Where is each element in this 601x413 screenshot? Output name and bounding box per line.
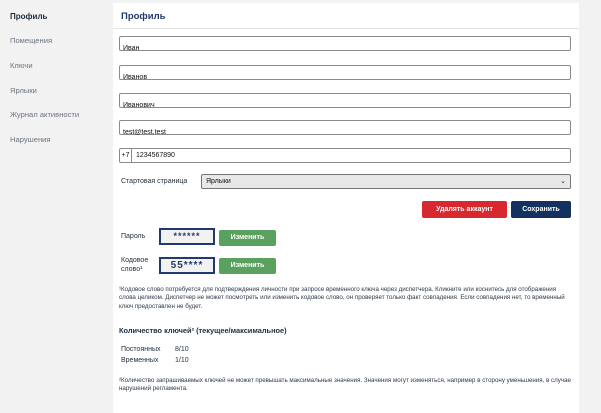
middle-name-field[interactable] — [119, 93, 571, 108]
temporary-keys-value: 1/10 — [175, 357, 189, 364]
keys-heading: Количество ключей² (текущее/максимальное) — [119, 326, 287, 335]
last-name-field[interactable] — [119, 65, 571, 80]
codeword-note: ¹Кодовое слово потребуется для подтверждения личности при запросе временного ключа через диспетчера. Кликните или коснитесь для отображения слова целиком. Диспетчер не может посмотреть или изменить кодовое слово, он проверяет только факт совпадения. Если совпадения нет, то временный ключ предоставлен не будет. — [119, 286, 565, 310]
email-input[interactable] — [120, 126, 570, 139]
phone-field[interactable] — [119, 148, 571, 163]
permanent-keys-label: Постоянных — [121, 346, 161, 353]
sidebar-item-rooms[interactable]: Помещения — [10, 36, 53, 45]
codeword-mask[interactable]: 55**** — [159, 257, 215, 274]
change-codeword-button[interactable]: Изменить — [219, 258, 276, 274]
chevron-down-icon: ⌄ — [560, 178, 566, 185]
codeword-label — [121, 256, 148, 274]
first-name-input[interactable] — [120, 42, 570, 55]
keys-note: ²Количество запрашиваемых ключей не может превышать максимальные значения. Значения могут изменяться, например в сторону уменьшения, в случае нарушений регламента. — [119, 377, 571, 393]
password-label: Пароль — [121, 233, 146, 240]
start-page-select[interactable] — [201, 174, 571, 189]
page-title: Профиль — [121, 11, 166, 22]
sidebar-item-shortcuts[interactable]: Ярлыки — [10, 86, 37, 95]
profile-panel — [113, 3, 579, 413]
sidebar-item-keys[interactable]: Ключи — [10, 61, 33, 70]
middle-name-input[interactable] — [120, 99, 570, 112]
first-name-field[interactable] — [119, 36, 571, 51]
temporary-keys-label: Временных — [121, 357, 159, 364]
codeword-label-line1: Кодовое — [121, 257, 149, 264]
start-page-value: Ярлыки — [206, 178, 231, 185]
divider — [113, 28, 579, 29]
password-mask[interactable]: ****** — [159, 228, 215, 245]
save-button[interactable]: Сохранить — [511, 201, 571, 218]
sidebar-item-violations[interactable]: Нарушения — [10, 135, 51, 144]
codeword-label-line2: слово¹ — [121, 266, 143, 273]
phone-prefix: +7 — [120, 149, 132, 162]
change-password-button[interactable]: Изменить — [219, 230, 276, 246]
delete-account-button[interactable]: Удалять аккаунт — [422, 201, 507, 218]
sidebar-item-profile[interactable]: Профиль — [10, 12, 48, 21]
sidebar — [0, 0, 113, 413]
start-page-label: Стартовая страница — [121, 178, 188, 185]
permanent-keys-value: 8/10 — [175, 346, 189, 353]
email-field[interactable] — [119, 120, 571, 135]
sidebar-item-activity-log[interactable]: Журнал активности — [10, 110, 80, 119]
phone-input[interactable] — [133, 149, 563, 162]
last-name-input[interactable] — [120, 71, 570, 84]
